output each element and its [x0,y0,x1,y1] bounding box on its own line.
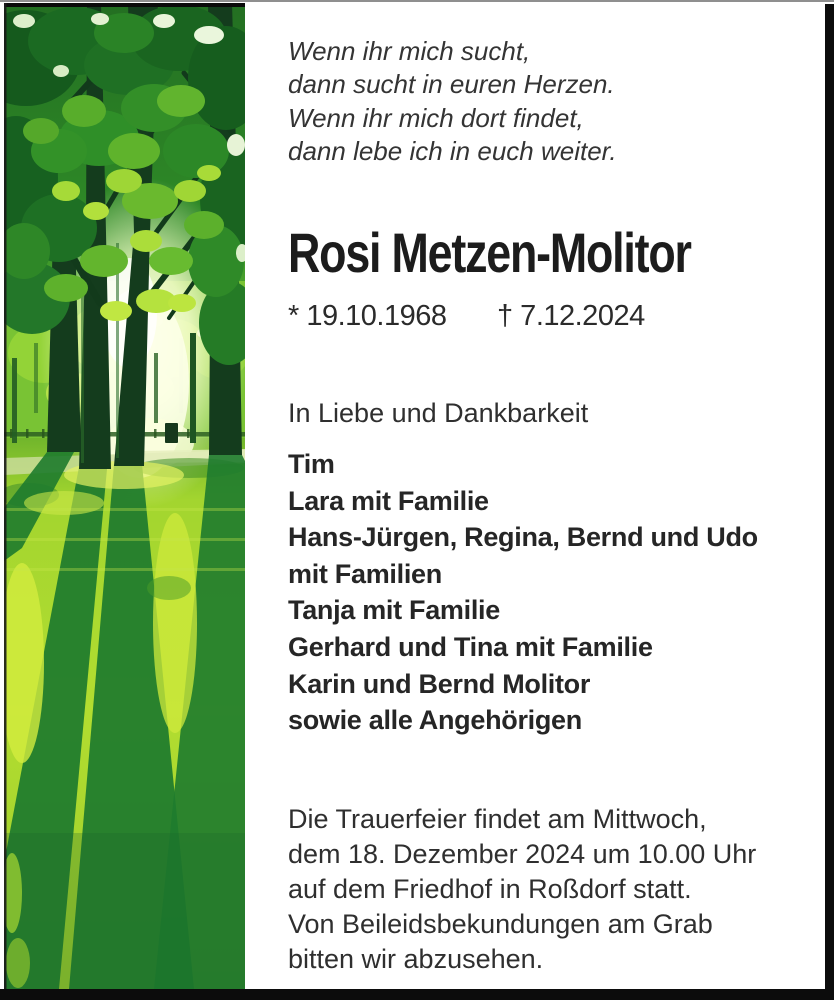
mourner-line: mit Familien [288,558,442,589]
death-date: † 7.12.2024 [497,300,645,332]
poem-line: Wenn ihr mich sucht, [288,36,531,66]
park-trees-sunlight-photo [4,3,245,989]
dedication-line: In Liebe und Dankbarkeit [288,398,589,428]
funeral-info [288,802,756,977]
funeral-line: Die Trauerfeier findet am Mittwoch, [288,804,707,834]
funeral-line: dem 18. Dezember 2024 um 10.00 Uhr [288,839,757,869]
funeral-line: auf dem Friedhof in Roßdorf statt. [288,874,692,904]
mourner-line: Gerhard und Tina mit Familie [288,631,653,662]
funeral-line: bitten wir abzusehen. [288,944,544,974]
scan-right-border [825,4,834,1000]
mourner-line: Tim [288,449,335,479]
poem-line: dann lebe ich in euch weiter. [288,136,617,167]
poem-line: Wenn ihr mich dort findet, [288,102,584,133]
memorial-poem [288,35,617,169]
poem-line: dann sucht in euren Herzen. [288,69,615,100]
mourner-line: Hans-Jürgen, Regina, Bernd und Udo [288,522,758,553]
scan-top-line [0,0,834,2]
mourner-line: Lara mit Familie [288,485,489,516]
mourner-line: Karin und Bernd Molitor [288,668,591,699]
funeral-line: Von Beileidsbekundungen am Grab [288,909,713,939]
scan-bottom-border [0,989,834,1000]
mourner-line: Tanja mit Familie [288,595,500,626]
birth-date: * 19.10.1968 [288,300,447,332]
deceased-name: Rosi Metzen-Molitor [288,221,691,284]
mourner-line: sowie alle Angehörigen [288,705,582,736]
mourners-list [288,446,758,739]
